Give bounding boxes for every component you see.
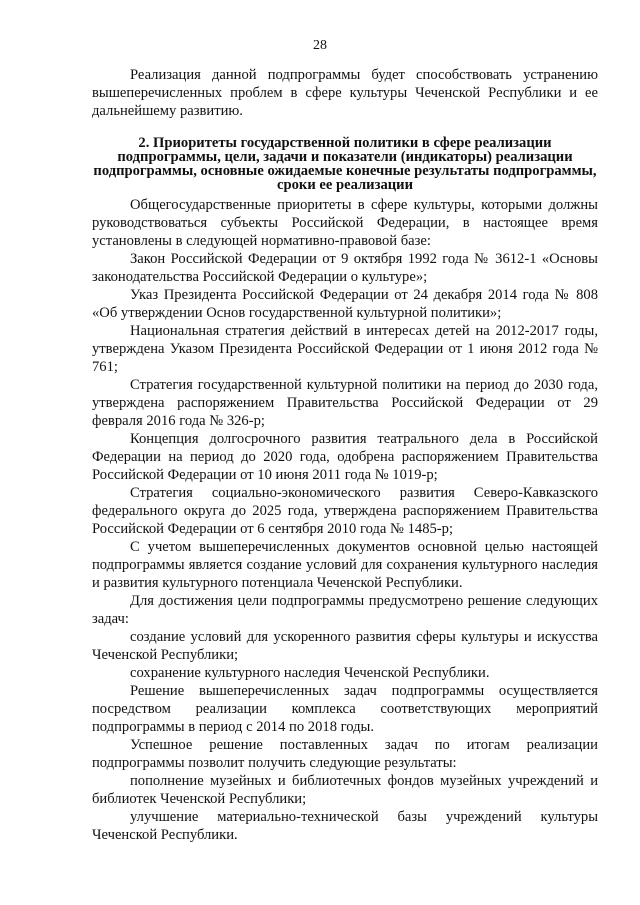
paragraph-north-caucasus-strategy: Стратегия социально-экономического развития Северо-Кавказского федерального округа до 2025 года, утверждена распоряжением Правительства Российской Федерации от 6 сентября 2010 года № 1485-р; — [92, 485, 598, 537]
page-number: 28 — [313, 38, 327, 53]
paragraph-implementation: Решение вышеперечисленных задач подпрограммы осуществляется посредством реализации комплекса соответствующих мероприятий подпрограммы в период с 2014 по 2018 годы. — [92, 683, 598, 735]
paragraph-task-1: создание условий для ускоренного развития сферы культуры и искусства Чеченской Республики; — [92, 629, 598, 663]
intro-paragraph: Реализация данной подпрограммы будет способствовать устранению вышеперечисленных проблем в сфере культуры Чеченской Республики и ее дальнейшему развитию. — [92, 67, 598, 119]
section-heading: 2. Приоритеты государственной политики в сфере реализации подпрограммы, цели, задачи и показатели (индикаторы) реализации подпрограммы, основные ожидаемые конечные результаты подпрограммы, сроки ее реализации — [93, 135, 597, 193]
paragraph-task-2: сохранение культурного наследия Чеченской Республики. — [130, 665, 490, 681]
paragraph-children-strategy: Национальная стратегия действий в интересах детей на 2012-2017 годы, утверждена Указом Президента Российской Федерации от 1 июня 2012 года № 761; — [92, 323, 598, 375]
paragraph-culture-strategy-2030: Стратегия государственной культурной политики на период до 2030 года, утверждена распоряжением Правительства Российской Федерации от 29 февраля 2016 года № 326-р; — [92, 377, 598, 429]
paragraph-results-intro: Успешное решение поставленных задач по итогам реализации подпрограммы позволит получить следующие результаты: — [92, 737, 598, 771]
document-body — [92, 66, 598, 844]
paragraph-law-culture: Закон Российской Федерации от 9 октября 1992 года № 3612-1 «Основы законодательства Российской Федерации о культуре»; — [92, 251, 598, 285]
paragraph-result-1: пополнение музейных и библиотечных фондов музейных учреждений и библиотек Чеченской Республики; — [92, 773, 598, 807]
paragraph-decree-808: Указ Президента Российской Федерации от 24 декабря 2014 года № 808 «Об утверждении Основ государственной культурной политики»; — [92, 287, 598, 321]
paragraph-tasks-intro: Для достижения цели подпрограммы предусмотрено решение следующих задач: — [92, 593, 598, 627]
paragraph-priorities: Общегосударственные приоритеты в сфере культуры, которыми должны руководствоваться субъекты Российской Федерации, в настоящее время установлены в следующей нормативно-правовой базе: — [92, 197, 598, 249]
paragraph-main-goal: С учетом вышеперечисленных документов основной целью настоящей подпрограммы является создание условий для сохранения культурного наследия и развития культурного потенциала Чеченской Республики. — [92, 539, 598, 591]
paragraph-result-2: улучшение материально-технической базы учреждений культуры Чеченской Республики. — [92, 809, 598, 843]
paragraph-theatre-concept: Концепция долгосрочного развития театрального дела в Российской Федерации на период до 2020 года, одобрена распоряжением Правительства Российской Федерации от 10 июня 2011 года № 1019-р; — [92, 431, 598, 483]
